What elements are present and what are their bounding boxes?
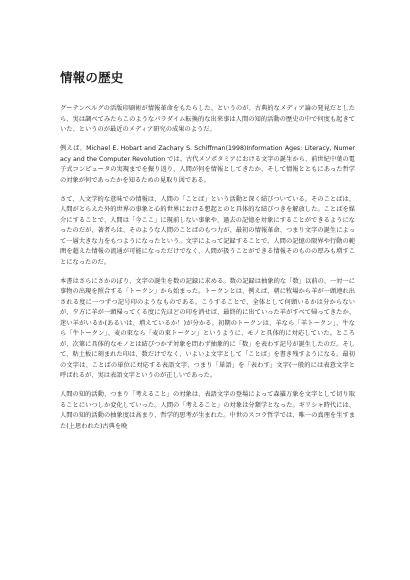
paragraph-language-and-writing: さて、人文学的な意味での情報は、人間の「ことば」という活動と深く結びついている。そのことばは、人間がとらえた外的世界の事象と心的世界における想起とのと具体的な結びつきを解放した。ことばを媒介にすることで、人間は「今ここ」に現前しない事象や、過去の記憶を対象にすることができるようになったのだが、著者らは、そのような人間のことばのもつ力が、最初の情報革命、つまり文字の誕生によって一層大きな力をもつようになったという。文字によって記録することで、人間の記憶の限界や行動の範囲を超えた情報の流通が可能になっただけでなく、人間が扱うことができる情報そのものの厚みも増すことになったのだ。: [60, 195, 355, 266]
document-title: 情報の歴史: [60, 70, 124, 85]
paragraph-tokens-and-numbers: 本書はさらにさかのぼり、文字の誕生を数の記録に求める。数の記録は抽象的な「数」以前の、一対一に事物の出現を照合する「トークン」から始まった。トークンとは、例えば、朝に牧場から羊が一頭連れ出される度に一つずつ記号印のようなものである。こうすることで、全体として何頭いるかは分からないが、夕方に羊が一頭帰ってくる度に先ほどの印を消せば、最終的に出ていった羊がすべて帰ってきたか、迷い羊がいるか(あるいは、増えているか！)が分かる。初期のトークンは、羊なら「羊トークン」、牛なら「牛トークン」、麦の束なら「麦の束トークン」というように、モノと具体的に対応していた。ところが、次第に具体的なモノとは結びつかず対象を問わず抽象的に「数」を表わす記号が誕生したのだ。そして、粘土板に刻まれた印は、数だけでなく、いよいよ文字として「ことば」を書き残すようになる。最初の文字は、ことばの単位に対応する表語文字、つまり「単語」を「表わす」文字(一般的には表意文字と呼ばれるが、実は表語文字というのが正しいであった。: [60, 277, 355, 380]
document-page: [60, 70, 355, 441]
paragraph-gutenberg: グーテンベルグの活版印刷術が情報革命をもたらした、というのが、古典的なメディア論の発見だとしたら、実は調べてみたらこのようなパラダイム転換的な出来事は人間の知的活動の歴史の中で何度も起きていた、というのが最近のメディア研究の成果のようだ。: [60, 105, 355, 133]
paragraph-intellectual-activity: 人間の知的活動、つまり「考えること」の対象は、表語文字の登場によって森羅万象を文字として切り取ることにいつしか変化していった。人間の「考えること」の対象は分類学となった。ギリシャ時代には、人間の知的活動の抽象度は高まり、哲学的思考が生まれた。中世のスコラ哲学では、唯一の真理を生すまた(上思われた)古典を晩: [60, 391, 355, 430]
paragraph-information-ages: 例えば、Michael E. Hobart and Zachary S. Schiffman(1998)Information Ages: Literacy, Numeracy and the Computer Revolution では、古代メソポタミアにおける文字の誕生から、前世紀中葉の電子式コンピュータの実現までを振り返り、人間が何を情報としてきたか、そして情報とともにあった哲学の対象が何であったかを知るための見取り図である。: [60, 145, 355, 184]
